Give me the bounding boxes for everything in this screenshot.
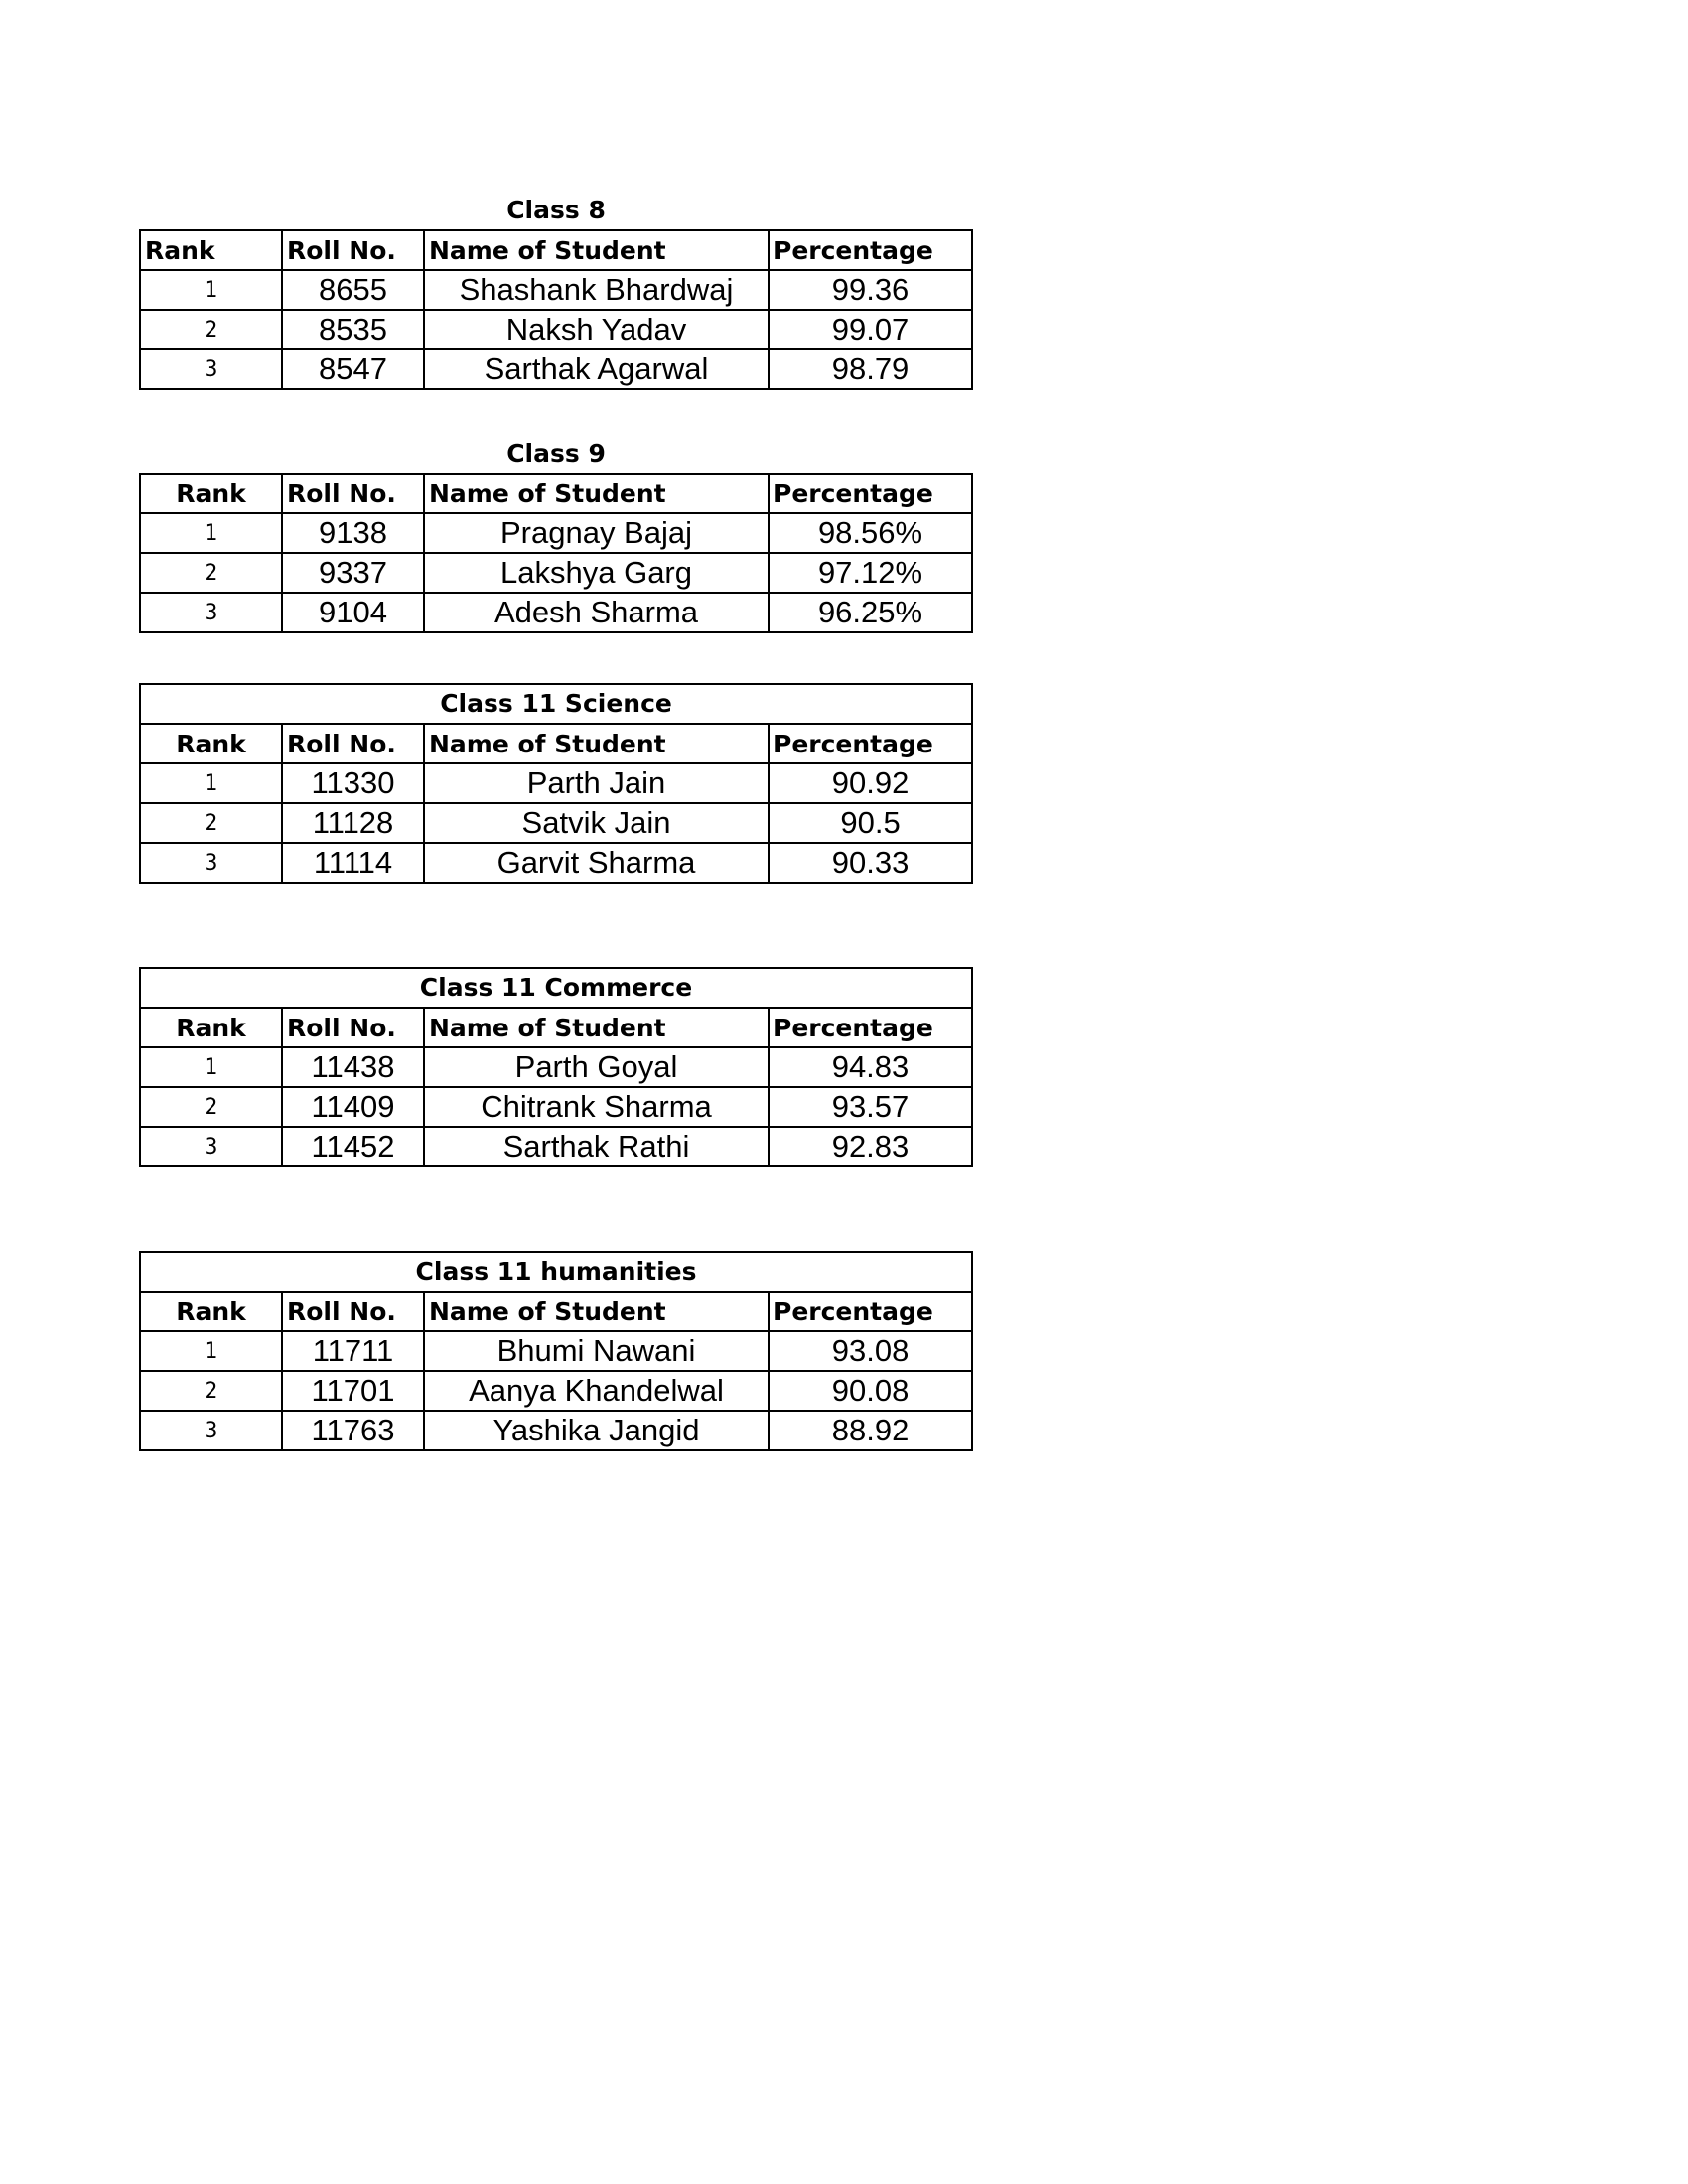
- percentage-cell: 99.07: [769, 310, 972, 349]
- rank-cell: 2: [140, 1371, 282, 1411]
- name-cell: Yashika Jangid: [424, 1411, 769, 1450]
- header-name: Name of Student: [424, 230, 769, 270]
- name-cell: Sarthak Rathi: [424, 1127, 769, 1166]
- percentage-cell: 98.56%: [769, 513, 972, 553]
- name-cell: Parth Goyal: [424, 1047, 769, 1087]
- rank-cell: 3: [140, 1127, 282, 1166]
- table-row: [140, 270, 972, 310]
- header-rank: Rank: [140, 724, 282, 763]
- header-row: [140, 474, 972, 513]
- table-row: [140, 1087, 972, 1127]
- table-title: Class 11 humanities: [140, 1252, 972, 1292]
- header-rank: Rank: [140, 1292, 282, 1331]
- roll-cell: 11763: [282, 1411, 424, 1450]
- table-row: [140, 1371, 972, 1411]
- table-class-9: [139, 435, 971, 633]
- percentage-cell: 96.25%: [769, 593, 972, 632]
- header-name: Name of Student: [424, 724, 769, 763]
- percentage-cell: 88.92: [769, 1411, 972, 1450]
- header-name: Name of Student: [424, 1292, 769, 1331]
- table-row: [140, 310, 972, 349]
- name-cell: Sarthak Agarwal: [424, 349, 769, 389]
- table-row: [140, 1127, 972, 1166]
- table-row: [140, 349, 972, 389]
- header-percentage: Percentage: [769, 474, 972, 513]
- roll-cell: 11409: [282, 1087, 424, 1127]
- table-row: [140, 803, 972, 843]
- rank-cell: 2: [140, 310, 282, 349]
- header-percentage: Percentage: [769, 1292, 972, 1331]
- name-cell: Chitrank Sharma: [424, 1087, 769, 1127]
- roll-cell: 8655: [282, 270, 424, 310]
- header-rank: Rank: [140, 474, 282, 513]
- name-cell: Satvik Jain: [424, 803, 769, 843]
- rank-cell: 2: [140, 803, 282, 843]
- header-row: [140, 1292, 972, 1331]
- table-title: Class 11 Commerce: [140, 968, 972, 1008]
- header-row: [140, 1008, 972, 1047]
- table-row: [140, 1047, 972, 1087]
- table-row: [140, 553, 972, 593]
- table-row: [140, 763, 972, 803]
- rank-cell: 1: [140, 763, 282, 803]
- percentage-cell: 90.33: [769, 843, 972, 883]
- rank-cell: 1: [140, 1331, 282, 1371]
- table-class-11-science: [139, 683, 971, 884]
- rank-cell: 2: [140, 553, 282, 593]
- roll-cell: 9104: [282, 593, 424, 632]
- header-row: [140, 230, 972, 270]
- table-title: Class 8: [506, 196, 606, 224]
- table-class-11-humanities: [139, 1251, 971, 1451]
- name-cell: Garvit Sharma: [424, 843, 769, 883]
- percentage-cell: 98.79: [769, 349, 972, 389]
- rank-cell: 3: [140, 843, 282, 883]
- header-roll: Roll No.: [282, 230, 424, 270]
- header-roll: Roll No.: [282, 1292, 424, 1331]
- header-row: [140, 724, 972, 763]
- header-percentage: Percentage: [769, 1008, 972, 1047]
- name-cell: Adesh Sharma: [424, 593, 769, 632]
- name-cell: Aanya Khandelwal: [424, 1371, 769, 1411]
- percentage-cell: 97.12%: [769, 553, 972, 593]
- rank-cell: 1: [140, 270, 282, 310]
- header-rank: Rank: [140, 230, 282, 270]
- name-cell: Pragnay Bajaj: [424, 513, 769, 553]
- roll-cell: 9337: [282, 553, 424, 593]
- percentage-cell: 90.08: [769, 1371, 972, 1411]
- table-title: Class 11 Science: [140, 684, 972, 724]
- roll-cell: 9138: [282, 513, 424, 553]
- percentage-cell: 94.83: [769, 1047, 972, 1087]
- rank-cell: 1: [140, 513, 282, 553]
- roll-cell: 11330: [282, 763, 424, 803]
- name-cell: Parth Jain: [424, 763, 769, 803]
- name-cell: Shashank Bhardwaj: [424, 270, 769, 310]
- table-title: Class 9: [506, 439, 606, 468]
- table-row: [140, 593, 972, 632]
- percentage-cell: 90.5: [769, 803, 972, 843]
- header-roll: Roll No.: [282, 474, 424, 513]
- roll-cell: 8535: [282, 310, 424, 349]
- header-name: Name of Student: [424, 474, 769, 513]
- percentage-cell: 93.57: [769, 1087, 972, 1127]
- name-cell: Lakshya Garg: [424, 553, 769, 593]
- percentage-cell: 93.08: [769, 1331, 972, 1371]
- roll-cell: 11114: [282, 843, 424, 883]
- percentage-cell: 99.36: [769, 270, 972, 310]
- header-roll: Roll No.: [282, 724, 424, 763]
- name-cell: Naksh Yadav: [424, 310, 769, 349]
- rank-cell: 3: [140, 1411, 282, 1450]
- roll-cell: 11128: [282, 803, 424, 843]
- rank-cell: 3: [140, 593, 282, 632]
- header-rank: Rank: [140, 1008, 282, 1047]
- header-name: Name of Student: [424, 1008, 769, 1047]
- percentage-cell: 90.92: [769, 763, 972, 803]
- table-class-11-commerce: [139, 967, 971, 1167]
- table-class-8: [139, 192, 971, 390]
- percentage-cell: 92.83: [769, 1127, 972, 1166]
- name-cell: Bhumi Nawani: [424, 1331, 769, 1371]
- table-row: [140, 1331, 972, 1371]
- roll-cell: 11701: [282, 1371, 424, 1411]
- table-row: [140, 843, 972, 883]
- roll-cell: 8547: [282, 349, 424, 389]
- header-roll: Roll No.: [282, 1008, 424, 1047]
- header-percentage: Percentage: [769, 230, 972, 270]
- table-row: [140, 1411, 972, 1450]
- rank-cell: 1: [140, 1047, 282, 1087]
- header-percentage: Percentage: [769, 724, 972, 763]
- roll-cell: 11452: [282, 1127, 424, 1166]
- roll-cell: 11438: [282, 1047, 424, 1087]
- roll-cell: 11711: [282, 1331, 424, 1371]
- table-row: [140, 513, 972, 553]
- rank-cell: 3: [140, 349, 282, 389]
- rank-cell: 2: [140, 1087, 282, 1127]
